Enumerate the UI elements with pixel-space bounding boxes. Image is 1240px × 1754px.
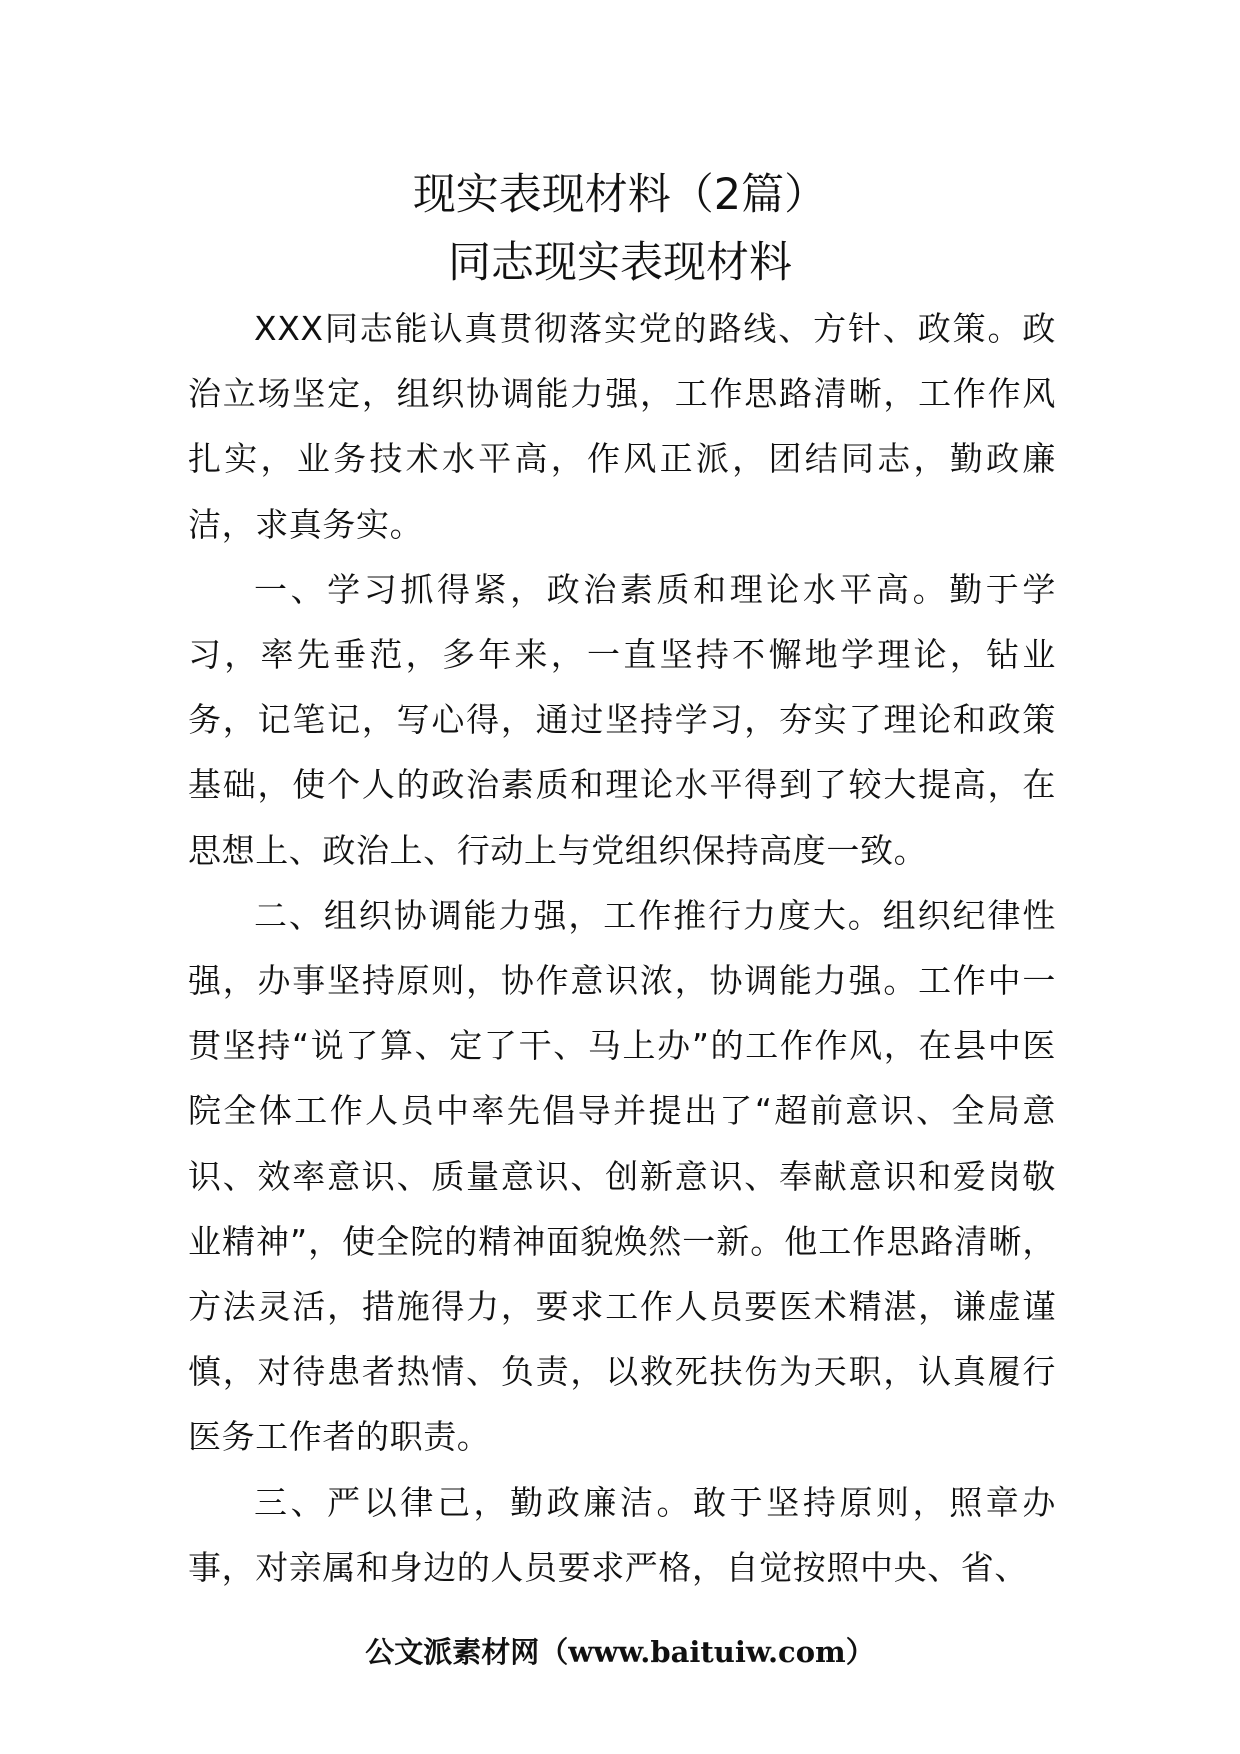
paragraph-coordination: 二、组织协调能力强，工作推行力度大。组织纪律性强，办事坚持原则，协作意识浓，协调能力强。工作中一贯坚持“说了算、定了干、马上办”的工作作风，在县中医院全体工作人员中率先倡导并提出了“超前意识、全局意识、效率意识、质量意识、创新意识、奉献意识和爱岗敬业精神”，使全院的精神面貌焕然一新。他工作思路清晰，方法灵活，措施得力，要求工作人员要医术精湛，谦虚谨慎，对待患者热情、负责，以救死扶伤为天职，认真履行医务工作者的职责。 — [188, 895, 1056, 1457]
footer-watermark: 公文派素材网（www.baituiw.com） — [365, 1635, 875, 1669]
paragraph-study: 一、学习抓得紧，政治素质和理论水平高。勤于学习，率先垂范，多年来，一直坚持不懈地学理论，钻业务，记笔记，写心得，通过坚持学习，夯实了理论和政策基础，使个人的政治素质和理论水平得到了较大提高，在思想上、政治上、行动上与党组织保持高度一致。 — [188, 569, 1056, 870]
document-subtitle: 同志现实表现材料 — [448, 238, 792, 288]
document-title: 现实表现材料（2篇） — [412, 170, 828, 220]
document-body — [188, 296, 1056, 1600]
paragraph-intro: XXX同志能认真贯彻落实党的路线、方针、政策。政治立场坚定，组织协调能力强，工作思路清晰，工作作风扎实，业务技术水平高，作风正派，团结同志，勤政廉洁，求真务实。 — [188, 309, 1056, 544]
paragraph-discipline: 三、严以律己，勤政廉洁。敢于坚持原则，照章办事，对亲属和身边的人员要求严格，自觉按照中央、省、 — [188, 1482, 1056, 1587]
